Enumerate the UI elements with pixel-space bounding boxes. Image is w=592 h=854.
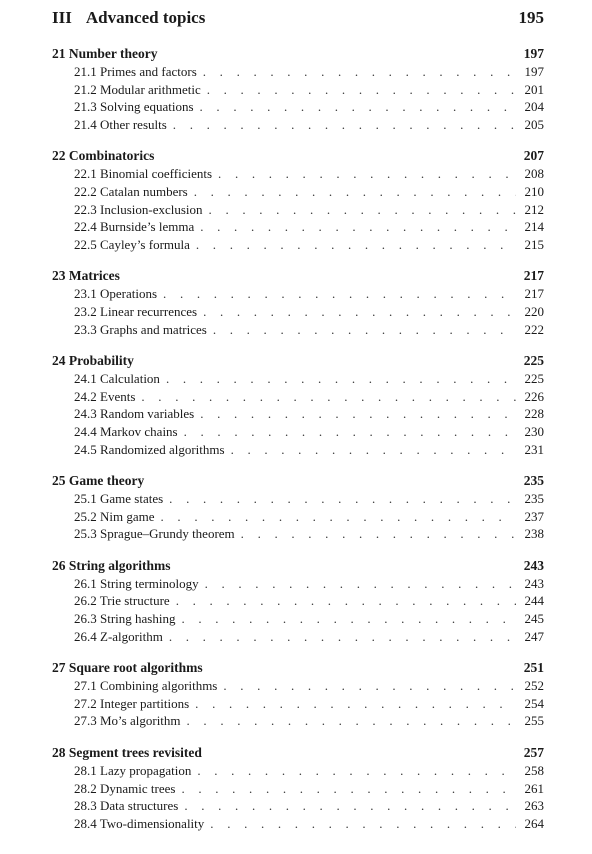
section-title: 24.3 Random variables xyxy=(74,406,195,422)
chapter-block xyxy=(52,268,544,339)
section-title: 22.3 Inclusion-exclusion xyxy=(74,201,203,217)
chapter-title: 21 Number theory xyxy=(52,46,158,61)
dot-leader xyxy=(169,629,516,645)
section-title: 28.1 Lazy propagation xyxy=(74,763,192,779)
section-entry[interactable] xyxy=(52,371,544,389)
section-page-number: 205 xyxy=(524,116,544,132)
section-entry[interactable] xyxy=(52,491,544,509)
chapter-block xyxy=(52,745,544,833)
dot-leader xyxy=(213,322,516,338)
dot-leader xyxy=(205,576,516,592)
dot-leader xyxy=(161,509,516,525)
chapter-list xyxy=(52,46,544,833)
section-page-number: 244 xyxy=(524,593,544,609)
section-title: 25.2 Nim game xyxy=(74,508,155,524)
dot-leader xyxy=(176,593,516,609)
section-title: 24.1 Calculation xyxy=(74,371,160,387)
section-entry[interactable] xyxy=(52,202,544,220)
section-entry[interactable] xyxy=(52,593,544,611)
dot-leader xyxy=(196,237,516,253)
section-entry[interactable] xyxy=(52,304,544,322)
section-entry[interactable] xyxy=(52,713,544,731)
section-page-number: 212 xyxy=(524,201,544,217)
section-entry[interactable] xyxy=(52,442,544,460)
chapter-entry[interactable] xyxy=(52,473,544,491)
dot-leader xyxy=(163,286,516,302)
section-page-number: 255 xyxy=(524,713,544,729)
section-title: 28.2 Dynamic trees xyxy=(74,780,176,796)
section-page-number: 263 xyxy=(524,798,544,814)
section-title: 27.3 Mo’s algorithm xyxy=(74,713,181,729)
chapter-entry[interactable] xyxy=(52,46,544,64)
chapter-block xyxy=(52,558,544,646)
chapter-entry[interactable] xyxy=(52,353,544,371)
section-entry[interactable] xyxy=(52,509,544,527)
section-entry[interactable] xyxy=(52,816,544,834)
part-title-group xyxy=(52,8,205,28)
section-page-number: 231 xyxy=(524,441,544,457)
chapter-block xyxy=(52,46,544,134)
dot-leader xyxy=(203,304,516,320)
section-page-number: 208 xyxy=(524,166,544,182)
part-number: III xyxy=(52,8,72,27)
section-entry[interactable] xyxy=(52,117,544,135)
section-entry[interactable] xyxy=(52,611,544,629)
dot-leader xyxy=(200,219,516,235)
section-page-number: 264 xyxy=(524,815,544,831)
dot-leader xyxy=(181,781,516,797)
section-title: 28.4 Two-dimensionality xyxy=(74,815,205,831)
section-page-number: 214 xyxy=(524,219,544,235)
section-page-number: 222 xyxy=(524,321,544,337)
section-title: 27.1 Combining algorithms xyxy=(74,678,218,694)
section-title: 22.2 Catalan numbers xyxy=(74,183,188,199)
section-entry[interactable] xyxy=(52,99,544,117)
section-page-number: 228 xyxy=(524,406,544,422)
dot-leader xyxy=(210,816,516,832)
section-title: 25.3 Sprague–Grundy theorem xyxy=(74,526,235,542)
dot-leader xyxy=(218,166,516,182)
chapter-entry[interactable] xyxy=(52,148,544,166)
part-page-number: 195 xyxy=(518,8,544,27)
chapter-title: 27 Square root algorithms xyxy=(52,660,203,676)
section-title: 22.5 Cayley’s formula xyxy=(74,236,190,252)
section-page-number: 238 xyxy=(524,526,544,542)
dot-leader xyxy=(173,117,516,133)
chapter-page-number: 257 xyxy=(523,745,544,761)
dot-leader xyxy=(169,491,516,507)
dot-leader xyxy=(223,678,516,694)
section-page-number: 210 xyxy=(524,183,544,199)
chapter-page-number: 207 xyxy=(523,148,544,164)
section-title: 23.1 Operations xyxy=(74,286,158,302)
section-page-number: 230 xyxy=(524,423,544,439)
section-entry[interactable] xyxy=(52,166,544,184)
section-entry[interactable] xyxy=(52,781,544,799)
chapter-page-number: 243 xyxy=(523,557,544,573)
dot-leader xyxy=(241,526,516,542)
chapter-entry[interactable] xyxy=(52,660,544,678)
dot-leader xyxy=(184,424,516,440)
section-page-number: 217 xyxy=(524,286,544,302)
dot-leader xyxy=(203,64,516,80)
chapter-title: 26 String algorithms xyxy=(52,557,171,573)
section-entry[interactable] xyxy=(52,82,544,100)
section-title: 21.3 Solving equations xyxy=(74,99,194,115)
chapter-block xyxy=(52,660,544,731)
section-page-number: 226 xyxy=(524,388,544,404)
section-page-number: 247 xyxy=(524,628,544,644)
section-title: 24.5 Randomized algorithms xyxy=(74,441,225,457)
dot-leader xyxy=(231,442,516,458)
dot-leader xyxy=(195,696,516,712)
section-page-number: 204 xyxy=(524,99,544,115)
chapter-block xyxy=(52,473,544,544)
section-page-number: 258 xyxy=(524,763,544,779)
dot-leader xyxy=(200,99,516,115)
dot-leader xyxy=(207,82,516,98)
section-page-number: 197 xyxy=(524,64,544,79)
dot-leader xyxy=(187,713,516,729)
section-page-number: 237 xyxy=(524,508,544,524)
section-entry[interactable] xyxy=(52,406,544,424)
section-entry[interactable] xyxy=(52,286,544,304)
section-entry[interactable] xyxy=(52,696,544,714)
section-page-number: 252 xyxy=(524,678,544,694)
section-entry[interactable] xyxy=(52,763,544,781)
chapter-page-number: 225 xyxy=(523,353,544,369)
chapter-title: 23 Matrices xyxy=(52,268,120,284)
section-entry[interactable] xyxy=(52,322,544,340)
table-of-contents xyxy=(52,8,544,847)
chapter-block xyxy=(52,353,544,459)
chapter-title: 28 Segment trees revisited xyxy=(52,745,202,761)
chapter-entry[interactable] xyxy=(52,745,544,763)
chapter-page-number: 217 xyxy=(523,268,544,284)
chapter-entry[interactable] xyxy=(52,558,544,576)
section-title: 23.2 Linear recurrences xyxy=(74,303,198,319)
chapter-title: 24 Probability xyxy=(52,353,134,369)
section-title: 22.1 Binomial coefficients xyxy=(74,166,213,182)
section-entry[interactable] xyxy=(52,678,544,696)
section-entry[interactable] xyxy=(52,184,544,202)
dot-leader xyxy=(200,406,516,422)
dot-leader xyxy=(194,184,516,200)
chapter-block xyxy=(52,148,544,254)
dot-leader xyxy=(166,371,516,387)
part-title: Advanced topics xyxy=(85,8,206,27)
section-title: 21.2 Modular arithmetic xyxy=(74,81,201,97)
chapter-entry[interactable] xyxy=(52,268,544,286)
section-title: 21.4 Other results xyxy=(74,116,167,132)
chapter-page-number: 197 xyxy=(523,46,544,61)
section-title: 24.4 Markov chains xyxy=(74,423,178,439)
section-page-number: 215 xyxy=(524,236,544,252)
section-title: 23.3 Graphs and matrices xyxy=(74,321,207,337)
section-title: 21.1 Primes and factors xyxy=(74,64,197,79)
section-title: 26.2 Trie structure xyxy=(74,593,170,609)
chapter-page-number: 235 xyxy=(523,473,544,489)
dot-leader xyxy=(209,202,516,218)
chapter-title: 22 Combinatorics xyxy=(52,148,155,164)
dot-leader xyxy=(141,389,516,405)
section-title: 24.2 Events xyxy=(74,388,136,404)
section-entry[interactable] xyxy=(52,424,544,442)
section-title: 26.3 String hashing xyxy=(74,611,176,627)
section-title: 25.1 Game states xyxy=(74,491,164,507)
section-page-number: 220 xyxy=(524,303,544,319)
section-page-number: 201 xyxy=(524,81,544,97)
section-title: 27.2 Integer partitions xyxy=(74,695,190,711)
section-title: 28.3 Data structures xyxy=(74,798,179,814)
section-page-number: 261 xyxy=(524,780,544,796)
section-entry[interactable] xyxy=(52,64,544,82)
dot-leader xyxy=(181,611,516,627)
dot-leader xyxy=(184,798,516,814)
section-entry[interactable] xyxy=(52,389,544,407)
section-entry[interactable] xyxy=(52,576,544,594)
chapter-page-number: 251 xyxy=(523,660,544,676)
chapter-title: 25 Game theory xyxy=(52,473,145,489)
section-title: 22.4 Burnside’s lemma xyxy=(74,219,195,235)
section-title: 26.1 String terminology xyxy=(74,575,199,591)
section-entry[interactable] xyxy=(52,237,544,255)
part-heading[interactable] xyxy=(52,8,544,36)
section-page-number: 225 xyxy=(524,371,544,387)
section-entry[interactable] xyxy=(52,526,544,544)
section-page-number: 243 xyxy=(524,575,544,591)
section-page-number: 254 xyxy=(524,695,544,711)
section-page-number: 245 xyxy=(524,611,544,627)
section-entry[interactable] xyxy=(52,798,544,816)
section-page-number: 235 xyxy=(524,491,544,507)
section-title: 26.4 Z-algorithm xyxy=(74,628,163,644)
section-entry[interactable] xyxy=(52,629,544,647)
section-entry[interactable] xyxy=(52,219,544,237)
dot-leader xyxy=(197,763,516,779)
